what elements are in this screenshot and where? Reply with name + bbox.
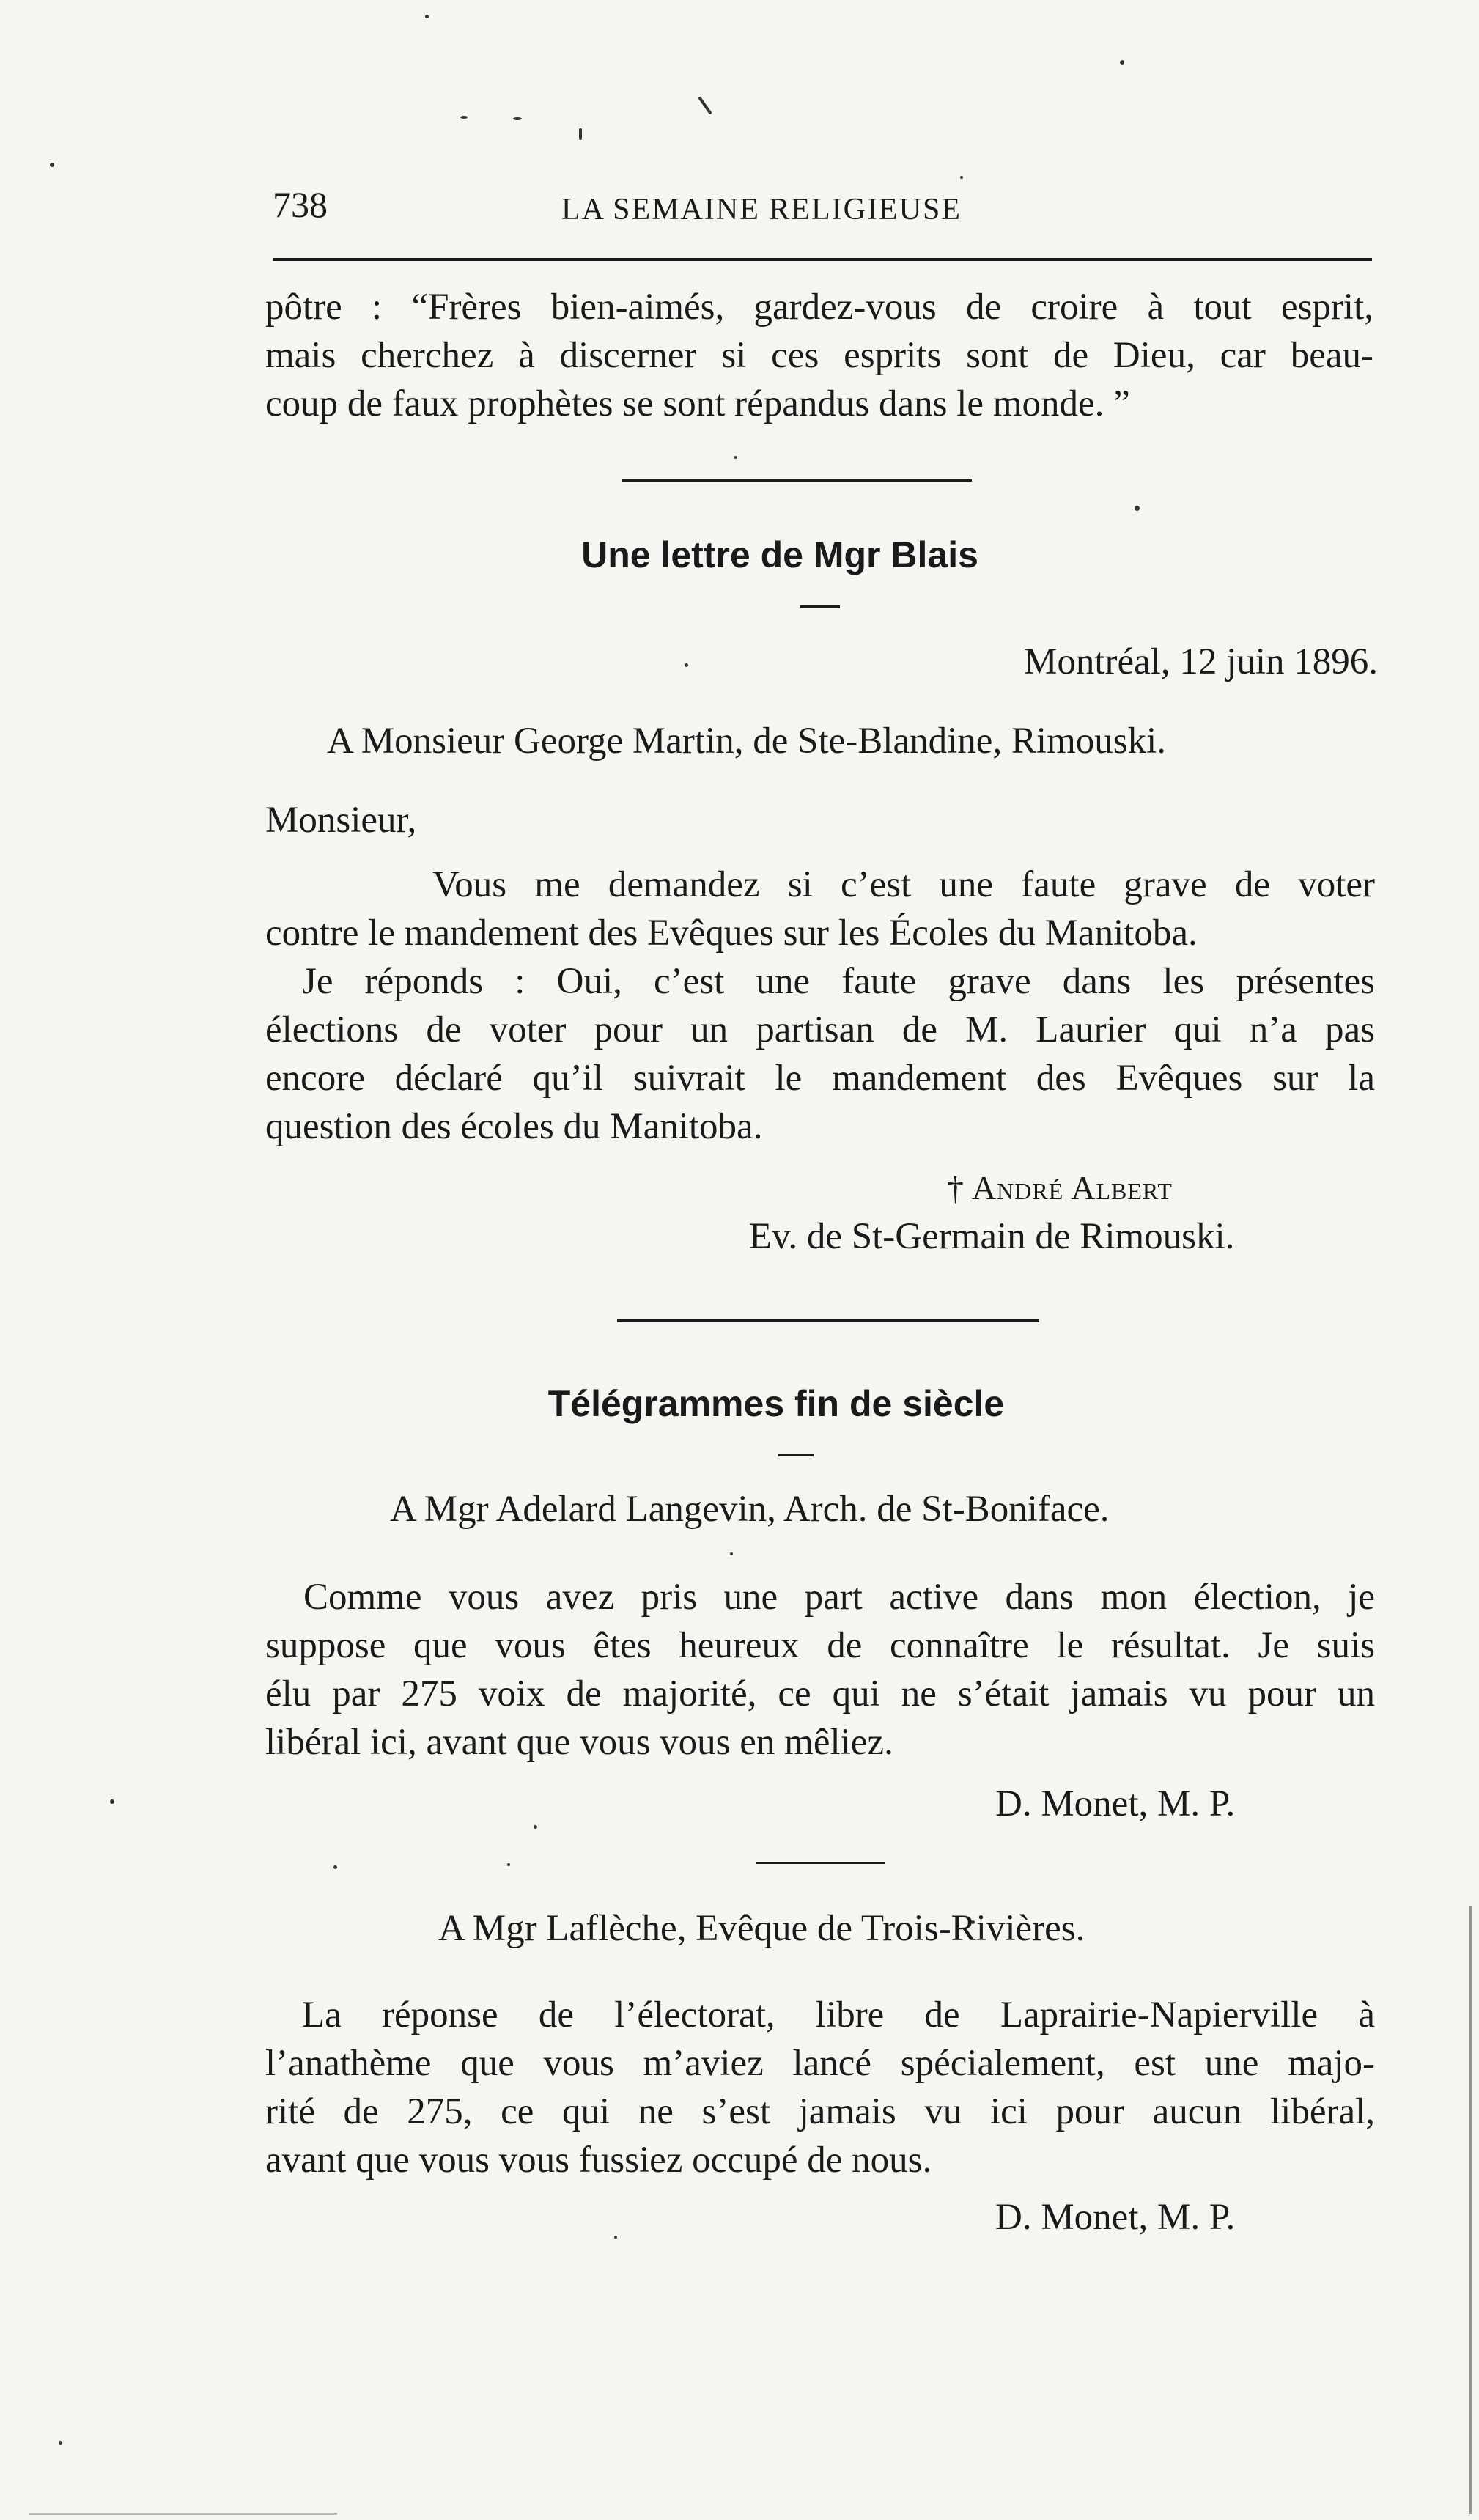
telegram-addressee: A Mgr Laflèche, Evêque de Trois-Rivières.	[438, 1908, 1085, 1949]
telegram-addressee: A Mgr Adelard Langevin, Arch. de St-Boniface.	[390, 1489, 1110, 1530]
intro-line: pôtre : “Frères bien-aimés, gardez-vous de croire à tout esprit,	[265, 287, 1373, 328]
letter-line: question des écoles du Manitoba.	[265, 1106, 763, 1147]
telegram-signature: D. Monet, M. P.	[995, 1783, 1236, 1824]
section-divider	[622, 479, 972, 482]
heading-dash	[800, 605, 840, 608]
telegram-line: libéral ici, avant que vous vous en mêliez.	[265, 1722, 893, 1763]
scan-speck	[614, 2236, 617, 2239]
scan-edge-mark	[29, 2513, 337, 2515]
telegram-signature: D. Monet, M. P.	[995, 2197, 1236, 2238]
scan-speck	[960, 176, 963, 179]
telegram-divider	[756, 1862, 885, 1864]
scan-edge-mark	[1469, 1906, 1472, 2514]
scan-speck	[1120, 60, 1124, 65]
heading-dash	[778, 1454, 814, 1456]
scan-speck	[59, 2441, 62, 2445]
scan-speck	[685, 663, 688, 667]
letter-signature-name: † André Albert	[947, 1169, 1173, 1206]
intro-line: coup de faux prophètes se sont répandus dans le monde. ”	[265, 383, 1130, 424]
letter-line: élections de voter pour un partisan de M. Laurier qui n’a pas	[265, 1009, 1375, 1050]
scan-speck	[734, 456, 737, 459]
scan-speck	[110, 1799, 114, 1804]
scan-speck	[50, 163, 54, 167]
scan-speck	[513, 117, 522, 120]
scan-speck	[534, 1825, 537, 1829]
scan-speck	[579, 128, 582, 140]
section-divider	[617, 1319, 1039, 1322]
telegram-line: rité de 275, ce qui ne s’est jamais vu ici pour aucun libéral,	[265, 2091, 1375, 2132]
letter-salutation: Monsieur,	[265, 800, 417, 841]
letter-signature-title: Ev. de St-Germain de Rimouski.	[749, 1216, 1235, 1257]
letter-addressee: A Monsieur George Martin, de Ste-Blandine, Rimouski.	[327, 721, 1167, 762]
telegram-line: Comme vous avez pris une part active dans mon élection, je	[303, 1577, 1375, 1618]
header-rule	[273, 258, 1372, 261]
letter-line: Je réponds : Oui, c’est une faute grave dans les présentes	[302, 961, 1375, 1002]
telegram-line: l’anathème que vous m’aviez lancé spécialement, est une majo-	[265, 2043, 1375, 2084]
letter-line: Vous me demandez si c’est une faute grave de voter	[432, 864, 1375, 905]
letter-line: contre le mandement des Evêques sur les Écoles du Manitoba.	[265, 913, 1198, 954]
letter-line: encore déclaré qu’il suivrait le mandement des Evêques sur la	[265, 1058, 1375, 1099]
scan-speck	[460, 116, 468, 119]
telegrams-heading: Télégrammes fin de siècle	[547, 1383, 1005, 1424]
scan-speck	[507, 1863, 510, 1866]
scan-speck	[425, 15, 429, 18]
scan-speck	[730, 1552, 733, 1555]
intro-line: mais cherchez à discerner si ces esprits sont de Dieu, car beau-	[265, 335, 1373, 376]
page-number: 738	[273, 184, 328, 225]
scan-speck	[333, 1865, 337, 1869]
scan-speck	[698, 96, 712, 114]
telegram-line: avant que vous vous fussiez occupé de nous.	[265, 2140, 932, 2181]
telegram-line: élu par 275 voix de majorité, ce qui ne s’était jamais vu pour un	[265, 1673, 1375, 1714]
scan-speck	[1135, 506, 1140, 511]
letter-heading: Une lettre de Mgr Blais	[581, 534, 978, 575]
telegram-line: suppose que vous êtes heureux de connaître le résultat. Je suis	[265, 1625, 1375, 1666]
telegram-line: La réponse de l’électorat, libre de Laprairie-Napierville à	[302, 1994, 1375, 2035]
letter-date: Montréal, 12 juin 1896.	[1023, 641, 1378, 682]
running-title: LA SEMAINE RELIGIEUSE	[561, 193, 962, 226]
